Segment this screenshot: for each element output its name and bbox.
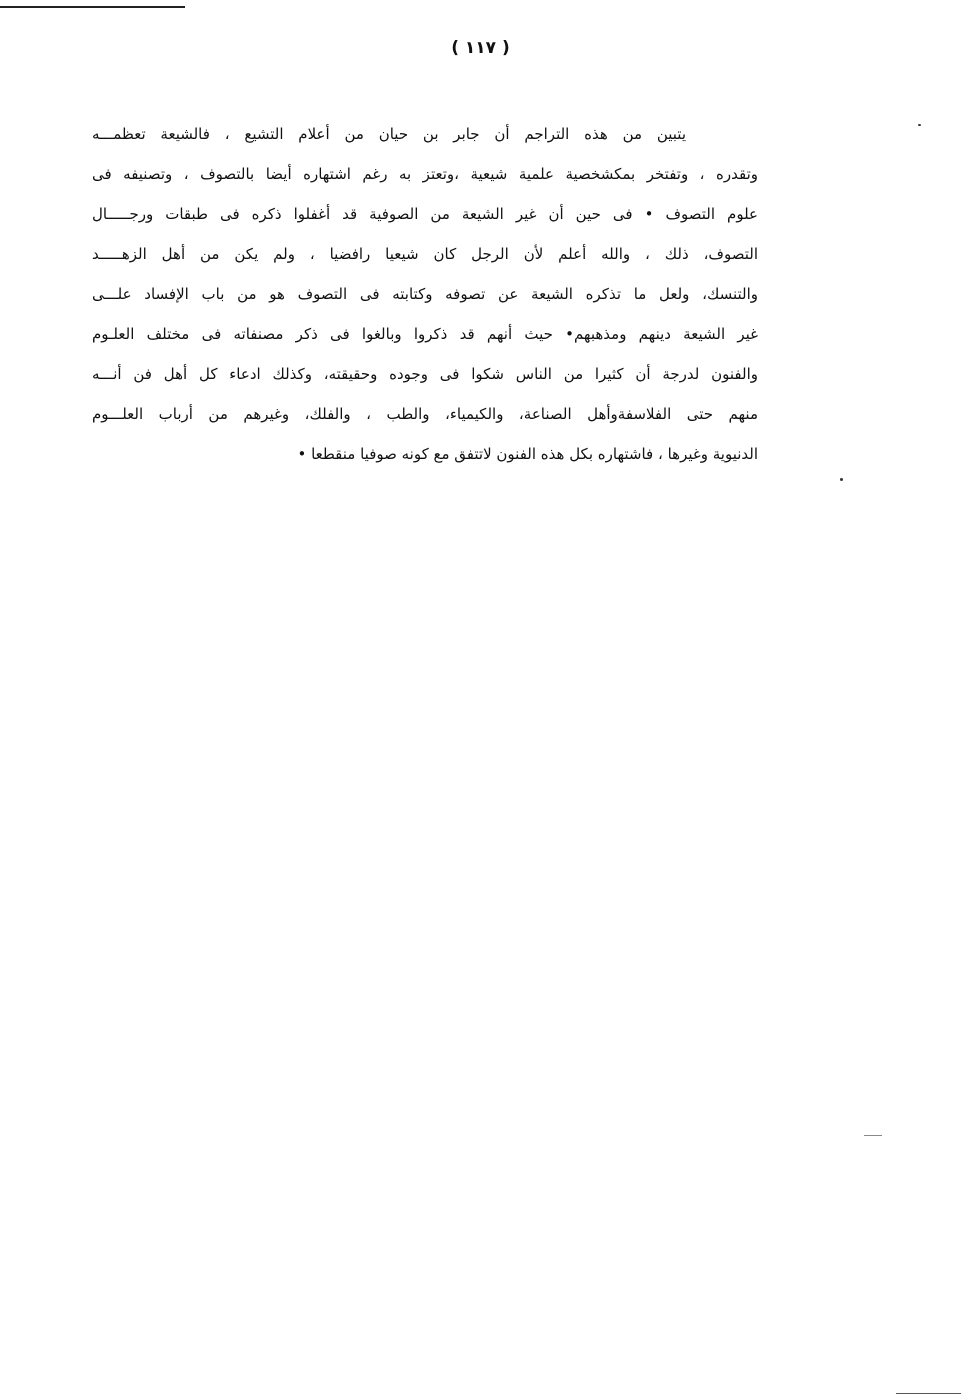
paragraph-line: غير الشيعة دينهم ومذهبهم• حيث أنهم قد ذكروا وبالغوا فى ذكر مصنفاته فى مختلف العلـوم	[92, 325, 758, 343]
paragraph-line: وتقدره ، وتفتخر بمكشخصية علمية شيعية ،وتعتز به رغم اشتهاره أيضا بالتصوف ، وتصنيفه فى	[92, 165, 758, 183]
scan-speck	[918, 124, 921, 126]
page-number: ( ١١٧ )	[451, 38, 510, 58]
paragraph-line: منهم حتى الفلاسفةوأهل الصناعة، والكيمياء، والطب ، والفلك، وغيرهم من أرباب العلـــوم	[92, 405, 758, 423]
paragraph-line: والفنون لدرجة أن كثيرا من الناس شكوا فى وجوده وحقيقته، وكذلك ادعاء كل أهل فن أنـــه	[92, 365, 758, 383]
body-paragraph	[92, 114, 758, 474]
paragraph-line: الدنيوية وغيرها ، فاشتهاره بكل هذه الفنون لاتتفق مع كونه صوفيا منقطعا •	[297, 445, 758, 463]
paragraph-line: التصوف، ذلك ، والله أعلم لأن الرجل كان شيعيا رافضيا ، ولم يكن من أهل الزهـــــد	[92, 245, 758, 263]
scan-edge-line-bottom	[896, 1393, 961, 1394]
scan-speck	[840, 478, 843, 481]
scan-speck	[864, 1135, 882, 1136]
scan-edge-line-top	[0, 6, 185, 8]
paragraph-line: والتنسك، ولعل ما تذكره الشيعة عن تصوفه وكتابته فى التصوف هو من باب الإفساد علـــى	[92, 285, 758, 303]
paragraph-line: علوم التصوف • فى حين أن غير الشيعة من الصوفية قد أغفلوا ذكره فى طبقات ورجـــــال	[92, 205, 758, 223]
paragraph-line: يتبين من هذه التراجم أن جابر بن حيان من أعلام التشيع ، فالشيعة تعظمـــه	[92, 125, 686, 143]
